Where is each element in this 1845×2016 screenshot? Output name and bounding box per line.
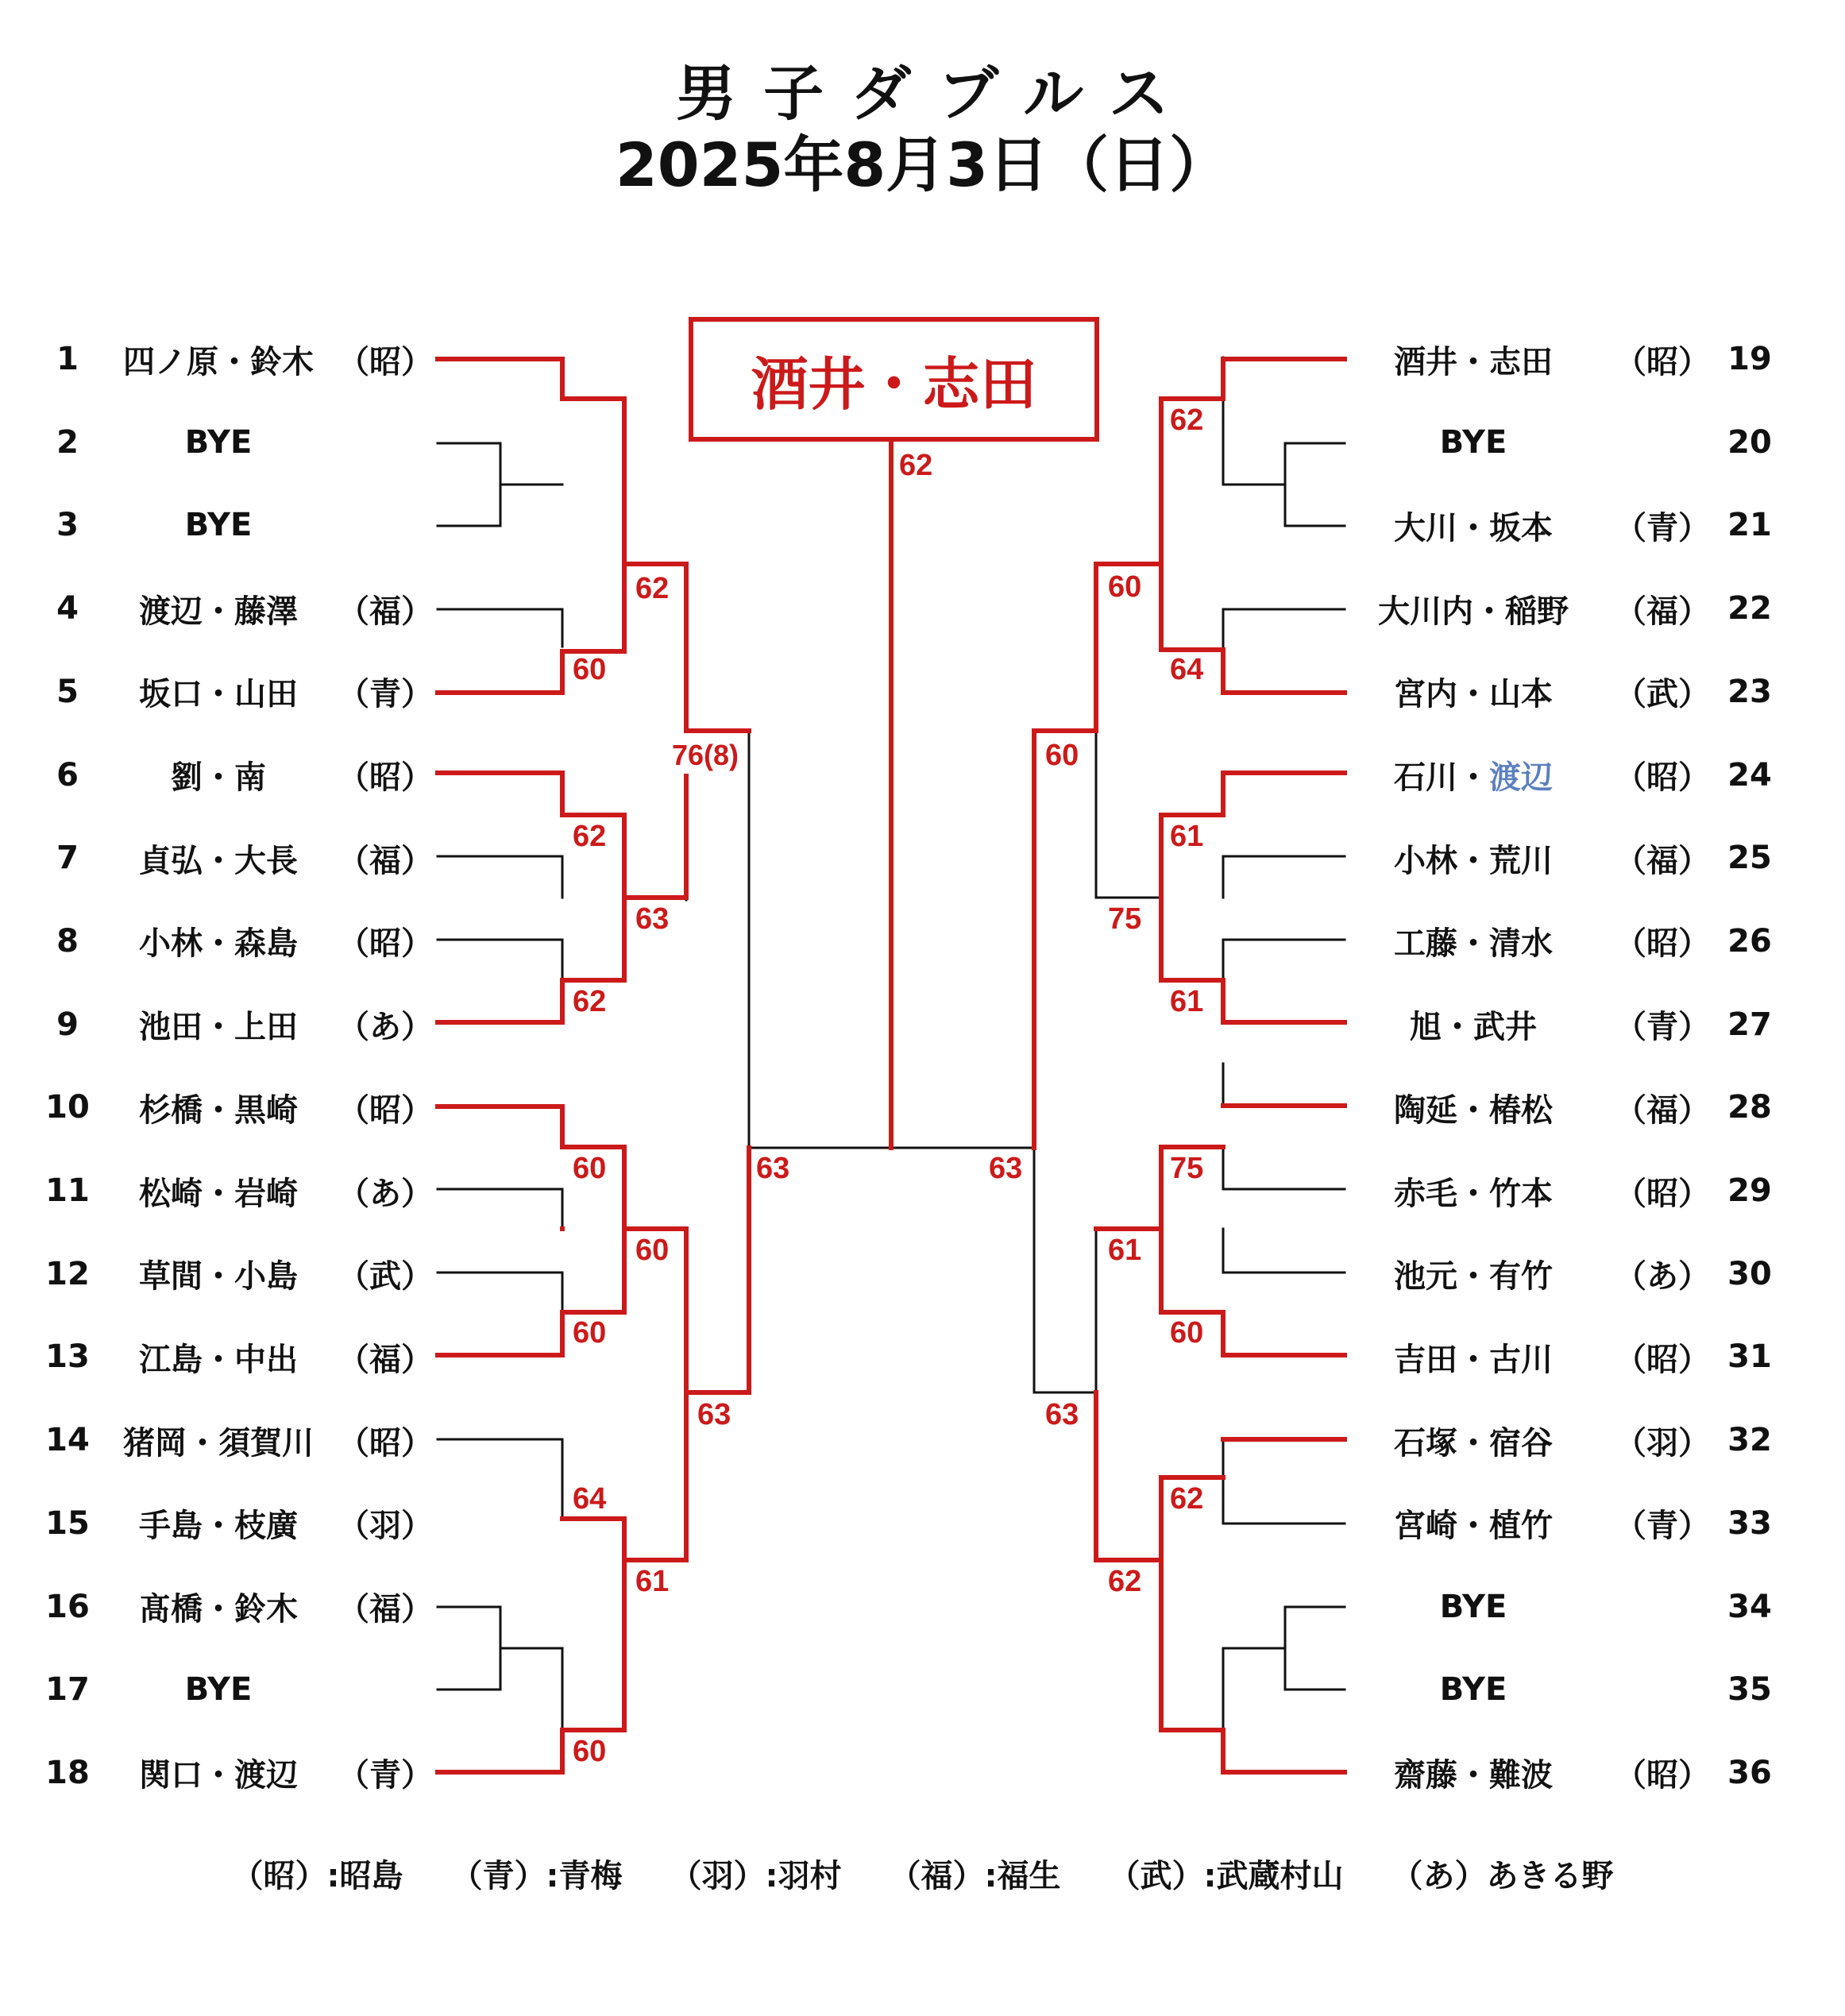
team-name [1346,1251,1600,1296]
school-tag: （福） [338,593,433,630]
left-entry-row [0,331,433,387]
legend-item: （羽）:羽村 [670,1858,842,1894]
right-score-r1-5: 60 [1170,1316,1204,1350]
right-entry-row [1346,1662,1781,1717]
left-score-r1-7: 60 [573,1735,607,1768]
team-name [1346,918,1600,964]
team-name-part: 吉田・古川 [1394,1341,1553,1378]
school-tag: （昭） [1615,1757,1710,1794]
school-tag: （昭） [1615,343,1710,380]
seed-number: 1 [56,341,79,377]
team-name: BYE [184,1671,253,1709]
seed-number: 32 [1727,1422,1772,1459]
seed-number: 19 [1727,341,1772,377]
team-name: 貞弘・大長 [139,842,298,879]
left-score-r1-4: 60 [573,1152,607,1185]
seed-number: 33 [1727,1504,1772,1542]
seed-number: 24 [1727,756,1772,794]
team-name [1346,669,1600,714]
team-name [1346,424,1600,461]
right-entry-row [1346,497,1781,553]
school-tag: （昭） [1615,1175,1710,1212]
team-name-part: 大川内・稲野 [1378,593,1569,630]
left-score-r3-1: 76(8) [672,739,739,771]
legend-item: （福）:福生 [889,1858,1061,1894]
school-tag: （昭） [1615,759,1710,796]
school-tag: （あ） [338,1175,433,1212]
team-name [1346,752,1600,798]
team-name-part: 石塚・宿谷 [1394,1424,1553,1462]
team-name [1346,1002,1600,1047]
right-winner-lines [891,359,1345,1772]
left-score-r2-2: 63 [635,902,670,936]
seed-number: 17 [45,1671,90,1709]
right-entry-row [1346,415,1781,470]
left-entry-row [0,1496,433,1551]
school-tag: （昭） [338,1424,433,1462]
team-name: 坂口・山田 [139,676,298,713]
school-tag: （羽） [338,1508,433,1545]
team-name: 杉橋・黒崎 [139,1091,298,1129]
right-score-r3-1: 60 [1045,739,1079,772]
seed-number: 10 [45,1089,90,1126]
team-name: 草間・小島 [139,1258,298,1296]
school-tag: （武） [338,1258,433,1296]
school-tag: （あ） [338,1009,433,1046]
legend-item: （武）:武蔵村山 [1108,1858,1344,1894]
seed-number: 16 [45,1588,90,1625]
team-name: BYE [184,507,253,544]
seed-number: 15 [45,1504,90,1542]
team-name: 手島・枝廣 [139,1508,298,1545]
right-entry-row [1346,1163,1781,1218]
school-tag: （福） [1615,842,1710,879]
left-entry-row [0,581,433,636]
right-entry-row [1346,1079,1781,1135]
left-entry-row [0,830,433,886]
team-name: 江島・中出 [139,1341,298,1378]
right-score-r1-4: 75 [1170,1152,1204,1185]
left-score-r1-5: 60 [573,1316,607,1350]
left-winner-lines [438,359,749,1772]
seed-number: 5 [56,673,79,710]
right-score-r2-3: 75 [1108,902,1142,936]
team-name-part: 赤毛・竹本 [1394,1175,1553,1212]
seed-number: 20 [1727,423,1772,461]
school-tag: （福） [338,1591,433,1628]
school-tag: （昭） [338,343,433,380]
right-score-r2-2: 60 [1108,570,1142,604]
seed-number: 11 [45,1172,90,1209]
team-name-part: 齋藤・難波 [1394,1757,1553,1794]
team-name [1346,337,1600,382]
team-name [1346,1168,1600,1214]
seed-number: 4 [56,590,79,628]
team-name: 小林・森島 [139,925,298,963]
school-tag: （昭） [1615,925,1710,963]
school-tag: （福） [338,1341,433,1378]
left-entry-row [0,415,433,470]
right-score-r1-3: 61 [1170,985,1204,1018]
seed-number: 13 [45,1338,90,1376]
legend-item: （あ）あきる野 [1391,1858,1614,1894]
left-entry-row [0,1329,433,1385]
right-score-r2-4: 61 [1108,1234,1142,1267]
champion-name: 酒井・志田 [751,350,1037,418]
team-name: 渡辺・藤澤 [139,593,298,630]
team-name [1346,503,1600,548]
seed-number: 34 [1727,1588,1772,1625]
right-score-r3-2: 63 [1045,1398,1079,1431]
team-name-part: 小林・荒川 [1394,842,1553,879]
school-tag: （福） [1615,1091,1710,1129]
legend-item: （昭）:昭島 [231,1858,403,1894]
school-tag: （武） [1615,676,1710,713]
left-entry-row [0,913,433,969]
right-entry-row [1346,913,1781,969]
right-score-r1-2: 61 [1170,820,1204,853]
left-entry-row [0,1412,433,1468]
seed-number: 12 [45,1255,90,1292]
left-entry-row [0,1662,433,1717]
left-score-r4: 63 [756,1152,790,1185]
team-name [1346,1334,1600,1380]
right-score-r2-1: 62 [1170,404,1204,437]
seed-number: 25 [1727,840,1772,877]
team-name-part: 工藤・清水 [1394,925,1553,963]
seed-number: 7 [56,840,79,877]
left-entry-row [0,497,433,553]
team-name [1346,1750,1600,1795]
team-name [1346,1589,1600,1625]
left-loser-lines [438,443,891,1730]
seed-number: 6 [56,756,79,794]
left-score-r1-2: 62 [573,820,607,853]
seed-number: 22 [1727,590,1772,628]
school-tag: （福） [1615,593,1710,630]
right-entry-row [1346,830,1781,886]
school-tag: （昭） [338,925,433,963]
right-score-r1-6: 62 [1170,1482,1204,1516]
school-tag: （青） [1615,1508,1710,1545]
school-tag: （青） [338,1757,433,1794]
right-entry-row [1346,1246,1781,1302]
school-tag: （昭） [338,1091,433,1129]
team-name: 猪岡・須賀川 [123,1424,314,1462]
team-name-part: 旭・武井 [1410,1009,1537,1046]
right-score-r4: 63 [989,1152,1023,1185]
seed-number: 8 [56,922,79,960]
team-name [1346,836,1600,881]
right-entry-row [1346,1745,1781,1801]
left-entry-row [0,1163,433,1218]
right-entry-row [1346,331,1781,387]
seed-number: 36 [1727,1754,1772,1791]
seed-number: 21 [1727,507,1772,544]
left-entry-row [0,1079,433,1135]
team-name-part: 陶延・椿松 [1394,1091,1553,1129]
left-entry-row [0,997,433,1052]
team-name-part: BYE [1439,1671,1507,1709]
right-entry-row [1346,997,1781,1052]
right-entry-row [1346,581,1781,636]
team-name: 髙橋・鈴木 [139,1591,298,1628]
team-name [1346,1500,1600,1546]
left-score-r1-6: 64 [573,1482,607,1516]
right-entry-row [1346,747,1781,803]
left-score-r1-1: 60 [573,653,607,686]
team-name [1346,1418,1600,1463]
left-score-r2-3: 60 [635,1234,670,1267]
team-name-part: 宮内・山本 [1394,676,1553,713]
team-name-part: 石川・ [1394,759,1489,796]
school-tag: （青） [1615,1009,1710,1046]
school-tag: （青） [338,676,433,713]
right-entry-row [1346,1496,1781,1551]
team-name: BYE [184,423,253,461]
team-name: 池田・上田 [139,1009,298,1046]
seed-number: 29 [1727,1172,1772,1209]
left-entry-row [0,664,433,720]
left-score-r2-4: 61 [635,1565,670,1598]
team-name-part: BYE [1439,1588,1507,1625]
event-date: 2025年8月3日（日） [615,129,1230,200]
seed-number: 9 [56,1006,79,1043]
school-tag: （昭） [338,759,433,796]
seed-number: 26 [1727,922,1772,960]
team-name-part: 大川・坂本 [1394,509,1553,546]
team-name: 関口・渡辺 [139,1757,298,1794]
seed-number: 18 [45,1754,90,1791]
seed-number: 30 [1727,1255,1772,1292]
right-score-r1-1: 64 [1170,653,1204,686]
left-entry-row [0,1745,433,1801]
seed-number: 35 [1727,1671,1772,1709]
right-entry-row [1346,1579,1781,1635]
final-score: 62 [899,449,933,482]
seed-number: 2 [56,423,79,461]
right-entry-row [1346,1412,1781,1468]
team-name-part: 池元・有竹 [1394,1258,1553,1296]
left-score-r1-3: 62 [573,985,607,1018]
legend-item: （青）:青梅 [450,1858,623,1894]
school-tag: （青） [1615,509,1710,546]
team-name-part: 宮崎・植竹 [1394,1508,1553,1545]
seed-number: 31 [1727,1338,1772,1376]
team-name [1346,1671,1600,1708]
left-entry-row [0,1246,433,1302]
team-name: 四ノ原・鈴木 [123,343,314,380]
left-entry-row [0,747,433,803]
seed-number: 23 [1727,673,1772,710]
right-entry-row [1346,664,1781,720]
team-name [1346,586,1600,631]
team-name: 劉・南 [171,759,266,796]
seed-number: 3 [56,507,79,544]
left-entry-row [0,1579,433,1635]
team-name-part: 酒井・志田 [1394,343,1553,380]
school-legend [0,1851,1845,1896]
school-tag: （福） [338,842,433,879]
seed-number: 14 [45,1422,90,1459]
school-tag: （昭） [1615,1341,1710,1378]
seed-number: 27 [1727,1006,1772,1043]
right-entry-row [1346,1329,1781,1385]
left-score-r2-1: 62 [635,572,670,605]
team-name: 松崎・岩崎 [139,1175,298,1212]
page-title: 男子ダブルス [676,58,1196,129]
left-score-r3-2: 63 [697,1398,731,1431]
right-score-r2-5: 62 [1108,1565,1142,1598]
seed-number: 28 [1727,1089,1772,1126]
team-name [1346,1085,1600,1130]
school-tag: （あ） [1615,1258,1710,1296]
champion-box [689,317,1099,442]
school-tag: （羽） [1615,1424,1710,1462]
team-name-part: BYE [1439,423,1507,461]
team-name-highlight: 渡辺 [1489,759,1553,796]
